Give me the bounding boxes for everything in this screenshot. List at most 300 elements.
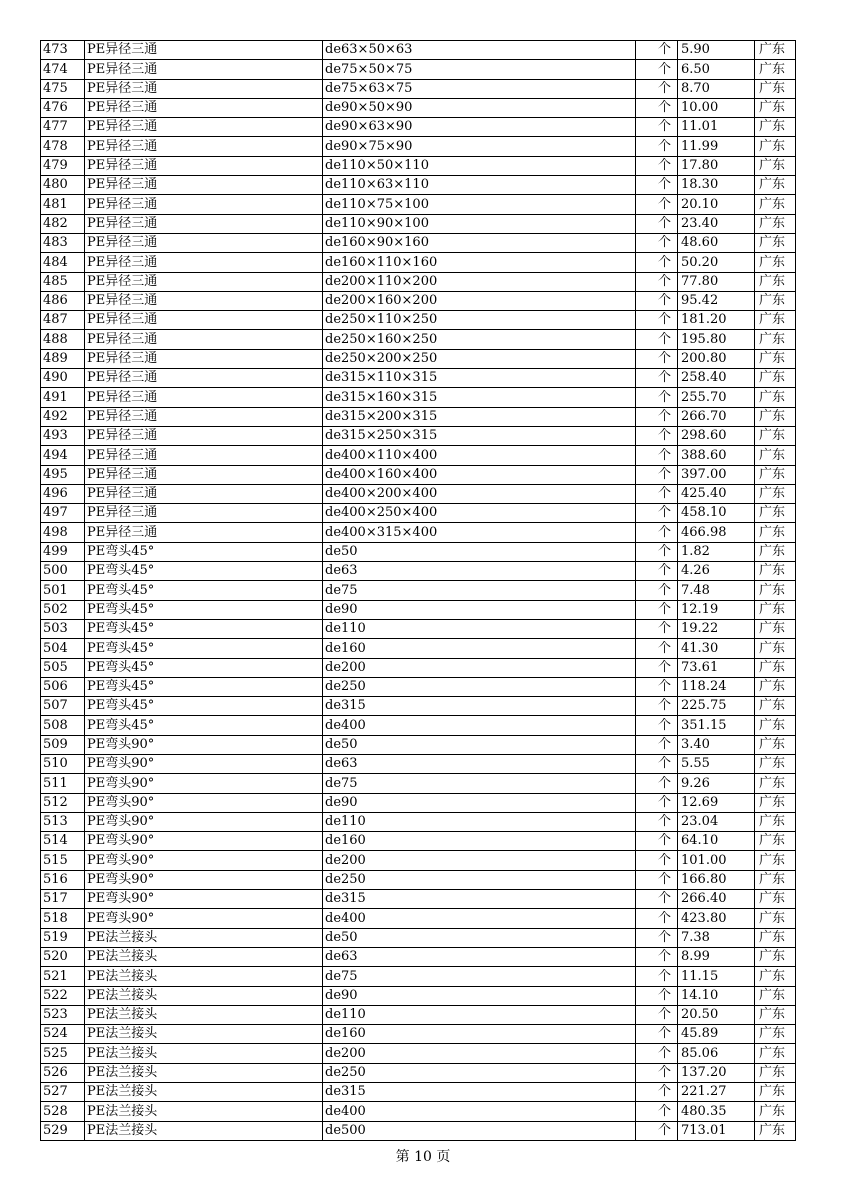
table-row [41,1102,796,1121]
row-index-cell: 529 [41,1121,85,1140]
item-name-cell: PE弯头45° [85,600,323,619]
item-name-cell: PE异径三通 [85,484,323,503]
item-name-cell: PE异径三通 [85,118,323,137]
row-index-cell: 505 [41,658,85,677]
table-row [41,426,796,445]
region-cell: 广东 [755,967,796,986]
price-cell: 45.89 [678,1025,755,1044]
price-cell: 23.40 [678,214,755,233]
item-name-cell: PE法兰接头 [85,947,323,966]
unit-cell: 个 [636,562,678,581]
item-name-cell: PE异径三通 [85,465,323,484]
row-index-cell: 516 [41,870,85,889]
unit-cell: 个 [636,137,678,156]
table-row [41,484,796,503]
row-index-cell: 481 [41,195,85,214]
unit-cell: 个 [636,697,678,716]
unit-cell: 个 [636,619,678,638]
spec-cell: de63 [323,947,636,966]
region-cell: 广东 [755,176,796,195]
table-row [41,870,796,889]
spec-cell: de315×160×315 [323,388,636,407]
spec-cell: de250×110×250 [323,311,636,330]
price-cell: 480.35 [678,1102,755,1121]
spec-cell: de200×110×200 [323,272,636,291]
item-name-cell: PE弯头90° [85,832,323,851]
item-name-cell: PE异径三通 [85,369,323,388]
unit-cell: 个 [636,79,678,98]
table-row [41,716,796,735]
item-name-cell: PE弯头45° [85,562,323,581]
unit-cell: 个 [636,41,678,60]
table-row [41,600,796,619]
price-cell: 17.80 [678,156,755,175]
item-name-cell: PE法兰接头 [85,1044,323,1063]
row-index-cell: 513 [41,812,85,831]
region-cell: 广东 [755,330,796,349]
table-row [41,446,796,465]
spec-cell: de400 [323,909,636,928]
region-cell: 广东 [755,1005,796,1024]
table-row [41,697,796,716]
row-index-cell: 506 [41,677,85,696]
row-index-cell: 500 [41,562,85,581]
spec-cell: de250 [323,677,636,696]
unit-cell: 个 [636,176,678,195]
row-index-cell: 495 [41,465,85,484]
row-index-cell: 486 [41,291,85,310]
item-name-cell: PE弯头45° [85,619,323,638]
price-cell: 388.60 [678,446,755,465]
row-index-cell: 477 [41,118,85,137]
spec-cell: de110×90×100 [323,214,636,233]
table-row [41,233,796,252]
unit-cell: 个 [636,754,678,773]
price-cell: 95.42 [678,291,755,310]
price-cell: 48.60 [678,233,755,252]
region-cell: 广东 [755,118,796,137]
spec-cell: de90×63×90 [323,118,636,137]
region-cell: 广东 [755,1044,796,1063]
row-index-cell: 484 [41,253,85,272]
table-row [41,986,796,1005]
table-row [41,369,796,388]
unit-cell: 个 [636,407,678,426]
region-cell: 广东 [755,446,796,465]
region-cell: 广东 [755,581,796,600]
spec-cell: de400×250×400 [323,504,636,523]
unit-cell: 个 [636,658,678,677]
region-cell: 广东 [755,369,796,388]
row-index-cell: 515 [41,851,85,870]
price-cell: 6.50 [678,60,755,79]
region-cell: 广东 [755,1083,796,1102]
region-cell: 广东 [755,137,796,156]
item-name-cell: PE法兰接头 [85,1063,323,1082]
price-cell: 351.15 [678,716,755,735]
region-cell: 广东 [755,890,796,909]
region-cell: 广东 [755,195,796,214]
row-index-cell: 489 [41,349,85,368]
price-cell: 12.19 [678,600,755,619]
unit-cell: 个 [636,1005,678,1024]
region-cell: 广东 [755,349,796,368]
price-cell: 425.40 [678,484,755,503]
unit-cell: 个 [636,465,678,484]
row-index-cell: 490 [41,369,85,388]
price-cell: 11.01 [678,118,755,137]
price-cell: 10.00 [678,98,755,117]
unit-cell: 个 [636,523,678,542]
spec-cell: de110 [323,812,636,831]
item-name-cell: PE异径三通 [85,407,323,426]
table-row [41,581,796,600]
spec-cell: de315×250×315 [323,426,636,445]
row-index-cell: 501 [41,581,85,600]
unit-cell: 个 [636,369,678,388]
spec-cell: de400×160×400 [323,465,636,484]
spec-cell: de315 [323,697,636,716]
row-index-cell: 510 [41,754,85,773]
region-cell: 广东 [755,291,796,310]
spec-cell: de400×110×400 [323,446,636,465]
unit-cell: 个 [636,426,678,445]
row-index-cell: 526 [41,1063,85,1082]
spec-cell: de160 [323,639,636,658]
spec-cell: de90×75×90 [323,137,636,156]
item-name-cell: PE弯头45° [85,639,323,658]
table-row [41,349,796,368]
item-name-cell: PE异径三通 [85,426,323,445]
unit-cell: 个 [636,504,678,523]
table-row [41,79,796,98]
item-name-cell: PE弯头90° [85,793,323,812]
region-cell: 广东 [755,1102,796,1121]
table-row [41,253,796,272]
spec-cell: de63 [323,562,636,581]
price-cell: 11.99 [678,137,755,156]
table-row [41,156,796,175]
price-cell: 18.30 [678,176,755,195]
region-cell: 广东 [755,426,796,445]
row-index-cell: 522 [41,986,85,1005]
table-row [41,388,796,407]
price-cell: 397.00 [678,465,755,484]
item-name-cell: PE异径三通 [85,504,323,523]
price-cell: 7.48 [678,581,755,600]
row-index-cell: 520 [41,947,85,966]
region-cell: 广东 [755,619,796,638]
unit-cell: 个 [636,947,678,966]
row-index-cell: 480 [41,176,85,195]
row-index-cell: 487 [41,311,85,330]
spec-cell: de160×110×160 [323,253,636,272]
spec-cell: de250 [323,870,636,889]
price-cell: 266.40 [678,890,755,909]
spec-cell: de110×50×110 [323,156,636,175]
table-row [41,1121,796,1140]
row-index-cell: 503 [41,619,85,638]
item-name-cell: PE弯头90° [85,754,323,773]
region-cell: 广东 [755,851,796,870]
price-cell: 200.80 [678,349,755,368]
price-cell: 255.70 [678,388,755,407]
table-row [41,639,796,658]
region-cell: 广东 [755,60,796,79]
row-index-cell: 498 [41,523,85,542]
item-name-cell: PE弯头45° [85,658,323,677]
spec-cell: de90×50×90 [323,98,636,117]
unit-cell: 个 [636,233,678,252]
region-cell: 广东 [755,253,796,272]
unit-cell: 个 [636,600,678,619]
spec-cell: de315 [323,890,636,909]
item-name-cell: PE异径三通 [85,311,323,330]
unit-cell: 个 [636,1121,678,1140]
item-name-cell: PE异径三通 [85,195,323,214]
table-row [41,851,796,870]
price-cell: 458.10 [678,504,755,523]
table-row [41,523,796,542]
price-cell: 4.26 [678,562,755,581]
item-name-cell: PE弯头90° [85,774,323,793]
price-cell: 8.70 [678,79,755,98]
item-name-cell: PE异径三通 [85,214,323,233]
spec-cell: de200 [323,851,636,870]
row-index-cell: 511 [41,774,85,793]
spec-cell: de75 [323,774,636,793]
unit-cell: 个 [636,330,678,349]
price-cell: 258.40 [678,369,755,388]
row-index-cell: 514 [41,832,85,851]
item-name-cell: PE法兰接头 [85,1083,323,1102]
price-cell: 77.80 [678,272,755,291]
price-cell: 64.10 [678,832,755,851]
item-name-cell: PE异径三通 [85,349,323,368]
row-index-cell: 485 [41,272,85,291]
spec-cell: de500 [323,1121,636,1140]
item-name-cell: PE异径三通 [85,291,323,310]
item-name-cell: PE异径三通 [85,137,323,156]
region-cell: 广东 [755,716,796,735]
spec-cell: de250 [323,1063,636,1082]
spec-cell: de315 [323,1083,636,1102]
table-row [41,542,796,561]
spec-cell: de400 [323,716,636,735]
spec-cell: de160 [323,832,636,851]
region-cell: 广东 [755,79,796,98]
price-cell: 41.30 [678,639,755,658]
spec-cell: de63 [323,754,636,773]
item-name-cell: PE异径三通 [85,330,323,349]
region-cell: 广东 [755,214,796,233]
row-index-cell: 525 [41,1044,85,1063]
table-row [41,967,796,986]
row-index-cell: 491 [41,388,85,407]
table-row [41,137,796,156]
unit-cell: 个 [636,639,678,658]
table-row [41,562,796,581]
item-name-cell: PE异径三通 [85,41,323,60]
unit-cell: 个 [636,60,678,79]
item-name-cell: PE异径三通 [85,176,323,195]
price-cell: 23.04 [678,812,755,831]
row-index-cell: 512 [41,793,85,812]
price-cell: 1.82 [678,542,755,561]
region-cell: 广东 [755,523,796,542]
item-name-cell: PE法兰接头 [85,967,323,986]
price-cell: 713.01 [678,1121,755,1140]
item-name-cell: PE异径三通 [85,156,323,175]
spec-cell: de110×75×100 [323,195,636,214]
price-cell: 225.75 [678,697,755,716]
item-name-cell: PE异径三通 [85,523,323,542]
table-row [41,928,796,947]
price-cell: 221.27 [678,1083,755,1102]
item-name-cell: PE弯头45° [85,677,323,696]
spec-cell: de75 [323,581,636,600]
region-cell: 广东 [755,233,796,252]
region-cell: 广东 [755,156,796,175]
item-name-cell: PE弯头45° [85,697,323,716]
unit-cell: 个 [636,291,678,310]
row-index-cell: 523 [41,1005,85,1024]
region-cell: 广东 [755,697,796,716]
spec-cell: de50 [323,542,636,561]
row-index-cell: 497 [41,504,85,523]
region-cell: 广东 [755,388,796,407]
item-name-cell: PE弯头90° [85,909,323,928]
price-cell: 50.20 [678,253,755,272]
row-index-cell: 518 [41,909,85,928]
unit-cell: 个 [636,581,678,600]
item-name-cell: PE法兰接头 [85,1102,323,1121]
row-index-cell: 528 [41,1102,85,1121]
unit-cell: 个 [636,1063,678,1082]
unit-cell: 个 [636,484,678,503]
row-index-cell: 479 [41,156,85,175]
spec-cell: de110×63×110 [323,176,636,195]
unit-cell: 个 [636,98,678,117]
region-cell: 广东 [755,600,796,619]
row-index-cell: 524 [41,1025,85,1044]
row-index-cell: 499 [41,542,85,561]
item-name-cell: PE法兰接头 [85,986,323,1005]
region-cell: 广东 [755,98,796,117]
row-index-cell: 504 [41,639,85,658]
price-cell: 3.40 [678,735,755,754]
unit-cell: 个 [636,118,678,137]
region-cell: 广东 [755,947,796,966]
price-cell: 73.61 [678,658,755,677]
row-index-cell: 488 [41,330,85,349]
table-row [41,311,796,330]
spec-cell: de75 [323,967,636,986]
item-name-cell: PE弯头90° [85,812,323,831]
table-row [41,774,796,793]
table-row [41,214,796,233]
unit-cell: 个 [636,986,678,1005]
unit-cell: 个 [636,542,678,561]
spec-cell: de400 [323,1102,636,1121]
price-cell: 195.80 [678,330,755,349]
item-name-cell: PE法兰接头 [85,1005,323,1024]
table-row [41,812,796,831]
price-cell: 166.80 [678,870,755,889]
table-row [41,658,796,677]
region-cell: 广东 [755,832,796,851]
region-cell: 广东 [755,311,796,330]
unit-cell: 个 [636,812,678,831]
unit-cell: 个 [636,1083,678,1102]
spec-cell: de400×315×400 [323,523,636,542]
item-name-cell: PE弯头45° [85,716,323,735]
price-cell: 20.50 [678,1005,755,1024]
region-cell: 广东 [755,774,796,793]
table-row [41,947,796,966]
price-cell: 7.38 [678,928,755,947]
region-cell: 广东 [755,812,796,831]
item-name-cell: PE异径三通 [85,253,323,272]
table-row [41,890,796,909]
region-cell: 广东 [755,1025,796,1044]
price-cell: 181.20 [678,311,755,330]
unit-cell: 个 [636,909,678,928]
unit-cell: 个 [636,716,678,735]
unit-cell: 个 [636,349,678,368]
item-name-cell: PE异径三通 [85,98,323,117]
spec-cell: de90 [323,793,636,812]
row-index-cell: 494 [41,446,85,465]
item-name-cell: PE异径三通 [85,233,323,252]
region-cell: 广东 [755,928,796,947]
table-row [41,272,796,291]
table-row [41,291,796,310]
item-name-cell: PE异径三通 [85,272,323,291]
row-index-cell: 527 [41,1083,85,1102]
table-row [41,619,796,638]
table-row [41,832,796,851]
spec-cell: de90 [323,600,636,619]
row-index-cell: 508 [41,716,85,735]
item-name-cell: PE异径三通 [85,79,323,98]
unit-cell: 个 [636,311,678,330]
table-row [41,465,796,484]
region-cell: 广东 [755,677,796,696]
row-index-cell: 507 [41,697,85,716]
table-row [41,1083,796,1102]
unit-cell: 个 [636,793,678,812]
row-index-cell: 478 [41,137,85,156]
item-name-cell: PE弯头90° [85,870,323,889]
item-name-cell: PE异径三通 [85,60,323,79]
table-row [41,407,796,426]
region-cell: 广东 [755,639,796,658]
price-cell: 5.90 [678,41,755,60]
unit-cell: 个 [636,272,678,291]
price-cell: 101.00 [678,851,755,870]
unit-cell: 个 [636,928,678,947]
item-name-cell: PE法兰接头 [85,1121,323,1140]
unit-cell: 个 [636,446,678,465]
price-cell: 8.99 [678,947,755,966]
price-cell: 137.20 [678,1063,755,1082]
spec-cell: de315×200×315 [323,407,636,426]
table-row [41,1005,796,1024]
region-cell: 广东 [755,465,796,484]
price-cell: 11.15 [678,967,755,986]
region-cell: 广东 [755,407,796,426]
